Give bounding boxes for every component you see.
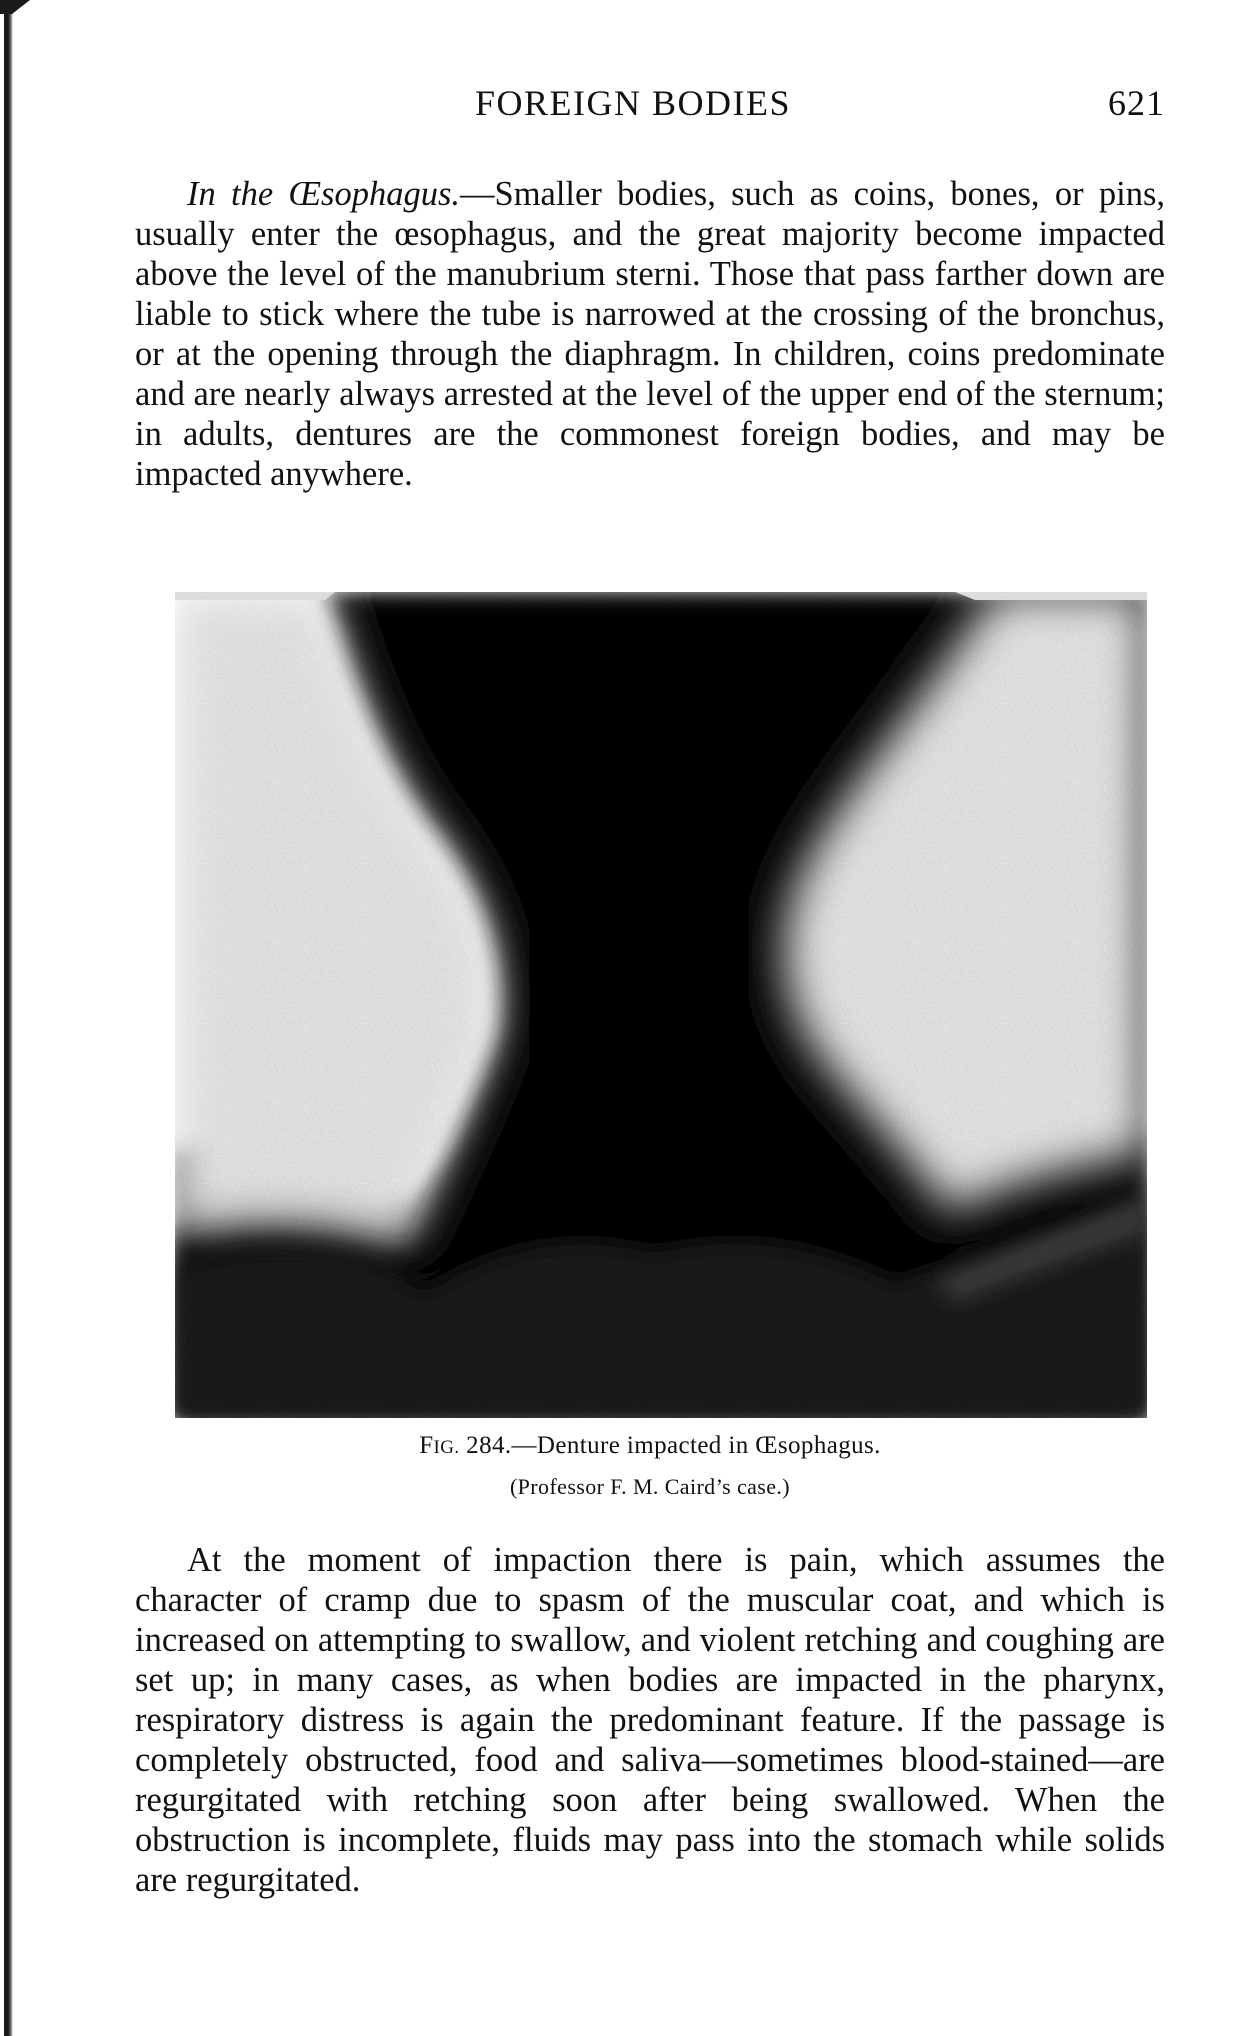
paragraph-oesophagus <box>135 174 1165 494</box>
page-number: 621 <box>1108 83 1165 123</box>
figure-number: 284. <box>459 1432 512 1459</box>
xray-figure <box>175 592 1147 1418</box>
section-heading: In the Œsophagus. <box>187 175 461 213</box>
figure-caption <box>135 1432 1165 1460</box>
figure-caption-text: —Denture impacted in Œsophagus. <box>511 1432 881 1459</box>
figure-label-rest: IG. <box>433 1437 460 1458</box>
page-binding-corner <box>0 0 30 14</box>
xray-image <box>175 592 1147 1418</box>
paragraph-text: At the moment of impaction there is pain, which assumes the character of cramp due to spasm of the muscular coat, and which is increased on attempting to swallow, and violent retching and coughing are set up; in many cases, as when bodies are impacted in the pharynx, respiratory distress is again the predominant feature. If the passage is completely obstructed, food and saliva—sometimes blood-stained—are regurgitated with retching soon after being swallowed. When the obstruction is incomplete, fluids may pass into the stomach while solids are regurgitated. <box>135 1541 1165 1899</box>
paragraph-symptoms <box>135 1540 1165 1900</box>
figure-credit: (Professor F. M. Caird’s case.) <box>509 1474 791 1499</box>
running-title: FOREIGN BODIES <box>475 83 792 123</box>
page-binding-edge <box>4 0 13 2036</box>
figure-label-initial: F <box>419 1432 434 1459</box>
running-head <box>135 82 1165 130</box>
paragraph-text: —Smaller bodies, such as coins, bones, or pins, usually enter the œsophagus, and the great majority become impacted above the level of the manubrium sterni. Those that pass farther down are liable to stick where the tube is narrowed at the crossing of the bronchus, or at the opening through the diaphragm. In children, coins predominate and are nearly always arrested at the level of the upper end of the sternum; in adults, dentures are the commonest foreign bodies, and may be impacted anywhere. <box>135 175 1165 493</box>
